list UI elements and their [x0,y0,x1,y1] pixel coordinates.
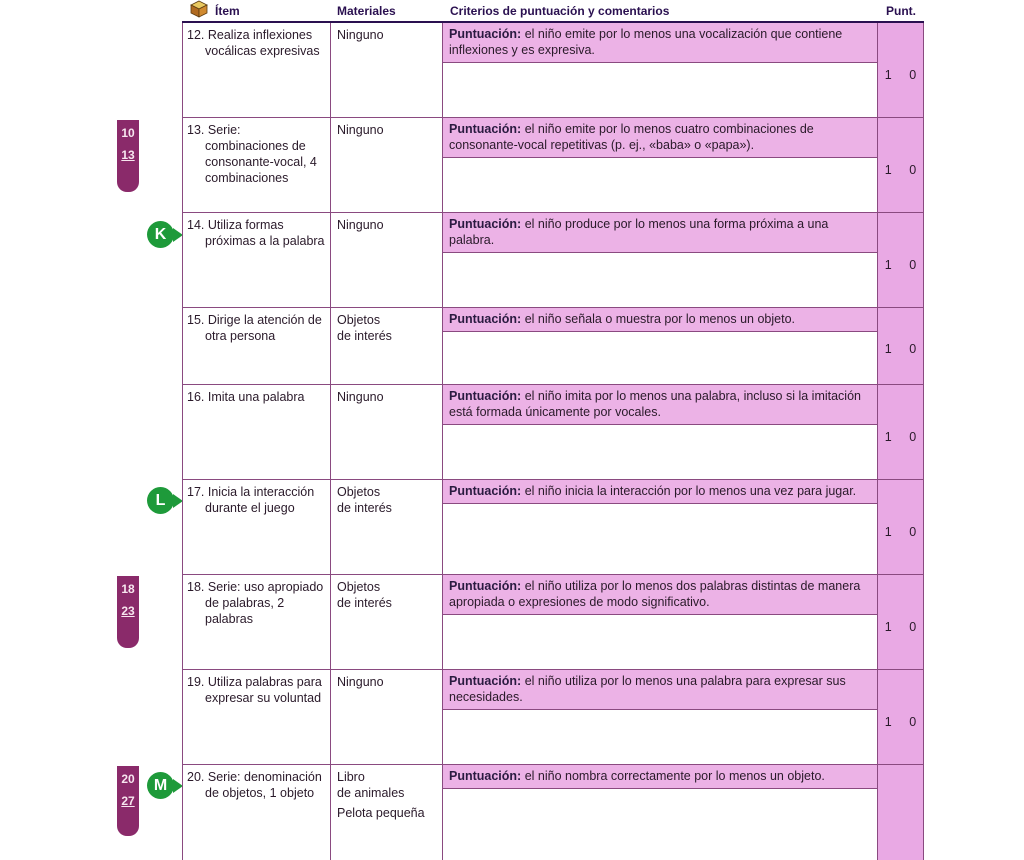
header-score: Punt. [886,4,916,18]
material-line: de interés [337,329,392,343]
materials-cell [331,308,443,384]
item-text: Imita una palabra [207,390,305,404]
item-number: 19. [187,675,205,689]
criteria-label: Puntuación: [449,312,522,326]
table-row [182,23,924,118]
material-line: de interés [337,596,392,610]
criteria-description: el niño imita por lo menos una palabra, incluso si la imitación está formada únicamente por vocales. [449,389,861,419]
material-line: Ninguno [337,218,384,232]
item-cell [182,480,331,574]
marker-letter: M [153,777,168,794]
criteria-cell [443,575,877,669]
item-number: 20. [187,770,205,784]
item-cell [182,575,331,669]
score-options[interactable]: 1 0 [884,430,917,444]
level-marker-icon [147,221,174,248]
item-number: 13. [187,123,205,137]
item-cell [182,385,331,479]
item-text: Realiza inflexiones vocálicas expresivas [205,28,320,58]
criteria-cell [443,118,877,212]
marker-letter: L [155,492,166,509]
materials-cell [331,23,443,117]
materials-cell [331,670,443,764]
score-cell[interactable] [877,213,924,307]
score-cell[interactable] [877,385,924,479]
age-tab-top: 18 [121,582,135,596]
table-row [182,385,924,480]
item-cell [182,213,331,307]
item-cell [182,670,331,764]
item-text: Utiliza palabras para expresar su voluntad [205,675,322,705]
score-cell[interactable] [877,480,924,574]
score-options[interactable]: 1 0 [884,163,917,177]
criteria-cell [443,670,877,764]
item-number: 12. [187,28,205,42]
criteria-text [443,480,877,504]
material-line: Ninguno [337,390,384,404]
age-tab-bottom: 27 [121,794,135,808]
material-line: de interés [337,501,392,515]
score-options[interactable]: 1 0 [884,258,917,272]
materials-cell [331,385,443,479]
item-cell [182,765,331,860]
item-text: Serie: uso apropiado de palabras, 2 palabras [205,580,324,626]
table-row [182,670,924,765]
age-tab-top: 20 [121,772,135,786]
score-cell[interactable] [877,118,924,212]
criteria-description: el niño utiliza por lo menos una palabra para expresar sus necesidades. [449,674,846,704]
header-materials: Materiales [337,4,396,18]
header-item: Ítem [215,4,240,18]
table-row [182,213,924,308]
score-options[interactable]: 1 0 [884,68,917,82]
criteria-text [443,118,877,158]
level-marker-icon [147,487,174,514]
item-text: Dirige la atención de otra persona [205,313,322,343]
criteria-description: el niño señala o muestra por lo menos un objeto. [524,312,796,326]
score-cell[interactable] [877,575,924,669]
cube-icon [190,0,208,18]
table-row [182,575,924,670]
criteria-cell [443,213,877,307]
item-text: Serie: combinaciones de consonante-vocal, 4 combinaciones [205,123,317,185]
material-line: Ninguno [337,675,384,689]
material-line: Ninguno [337,123,384,137]
score-options[interactable]: 1 0 [884,342,917,356]
item-number: 15. [187,313,205,327]
materials-cell [331,118,443,212]
material-line: Objetos [337,580,381,594]
material-line: Objetos [337,313,381,327]
material-line: Pelota pequeña [337,806,425,820]
criteria-label: Puntuación: [449,484,522,498]
criteria-label: Puntuación: [449,674,522,688]
item-number: 14. [187,218,205,232]
materials-cell [331,765,443,860]
material-line: de animales [337,786,405,800]
item-number: 16. [187,390,205,404]
table-row [182,480,924,575]
criteria-description: el niño produce por lo menos una forma próxima a una palabra. [449,217,829,247]
criteria-description: el niño utiliza por lo menos dos palabras distintas de manera apropiada o expresiones de modo significativo. [449,579,861,609]
criteria-text [443,670,877,710]
materials-cell [331,213,443,307]
age-tab-top: 10 [121,126,135,140]
criteria-cell [443,765,877,860]
item-text: Utiliza formas próximas a la palabra [205,218,325,248]
age-tab-18-23 [117,576,139,648]
material-line: Objetos [337,485,381,499]
header-criteria: Criterios de puntuación y comentarios [450,4,670,18]
item-text: Inicia la interacción durante el juego [205,485,315,515]
table-row [182,765,924,860]
score-cell[interactable] [877,308,924,384]
item-cell [182,308,331,384]
scoring-table [182,23,924,860]
materials-cell [331,575,443,669]
criteria-text [443,765,877,789]
score-cell[interactable] [877,23,924,117]
criteria-description: el niño emite por lo menos una vocalización que contiene inflexiones y es expresiva. [449,27,843,57]
criteria-text [443,213,877,253]
score-options[interactable]: 1 0 [884,620,917,634]
item-number: 17. [187,485,205,499]
criteria-label: Puntuación: [449,27,522,41]
criteria-label: Puntuación: [449,389,522,403]
score-options[interactable]: 1 0 [884,715,917,729]
item-cell [182,23,331,117]
criteria-description: el niño emite por lo menos cuatro combinaciones de consonante-vocal repetitivas (p. ej., «baba» o «papa»). [449,122,814,152]
criteria-text [443,23,877,63]
criteria-text [443,308,877,332]
age-tab-20-27 [117,766,139,836]
criteria-cell [443,385,877,479]
table-header [0,0,1024,24]
criteria-cell [443,308,877,384]
level-marker-icon [147,772,174,799]
criteria-text [443,575,877,615]
item-number: 18. [187,580,205,594]
criteria-description: el niño inicia la interacción por lo menos una vez para jugar. [524,484,857,498]
age-tab-bottom: 23 [121,604,135,618]
criteria-text [443,385,877,425]
marker-letter: K [154,226,167,243]
criteria-cell [443,23,877,117]
score-cell[interactable] [877,670,924,764]
score-cell[interactable] [877,765,924,860]
table-row [182,308,924,385]
age-tab-10-13 [117,120,139,192]
criteria-label: Puntuación: [449,579,522,593]
material-line: Ninguno [337,28,384,42]
score-options[interactable]: 1 0 [884,525,917,539]
table-row [182,118,924,213]
criteria-label: Puntuación: [449,122,522,136]
material-line: Libro [337,770,365,784]
item-cell [182,118,331,212]
criteria-label: Puntuación: [449,217,522,231]
materials-cell [331,480,443,574]
criteria-label: Puntuación: [449,769,522,783]
criteria-description: el niño nombra correctamente por lo menos un objeto. [524,769,825,783]
age-tab-bottom: 13 [121,148,135,162]
criteria-cell [443,480,877,574]
item-text: Serie: denominación de objetos, 1 objeto [205,770,322,800]
